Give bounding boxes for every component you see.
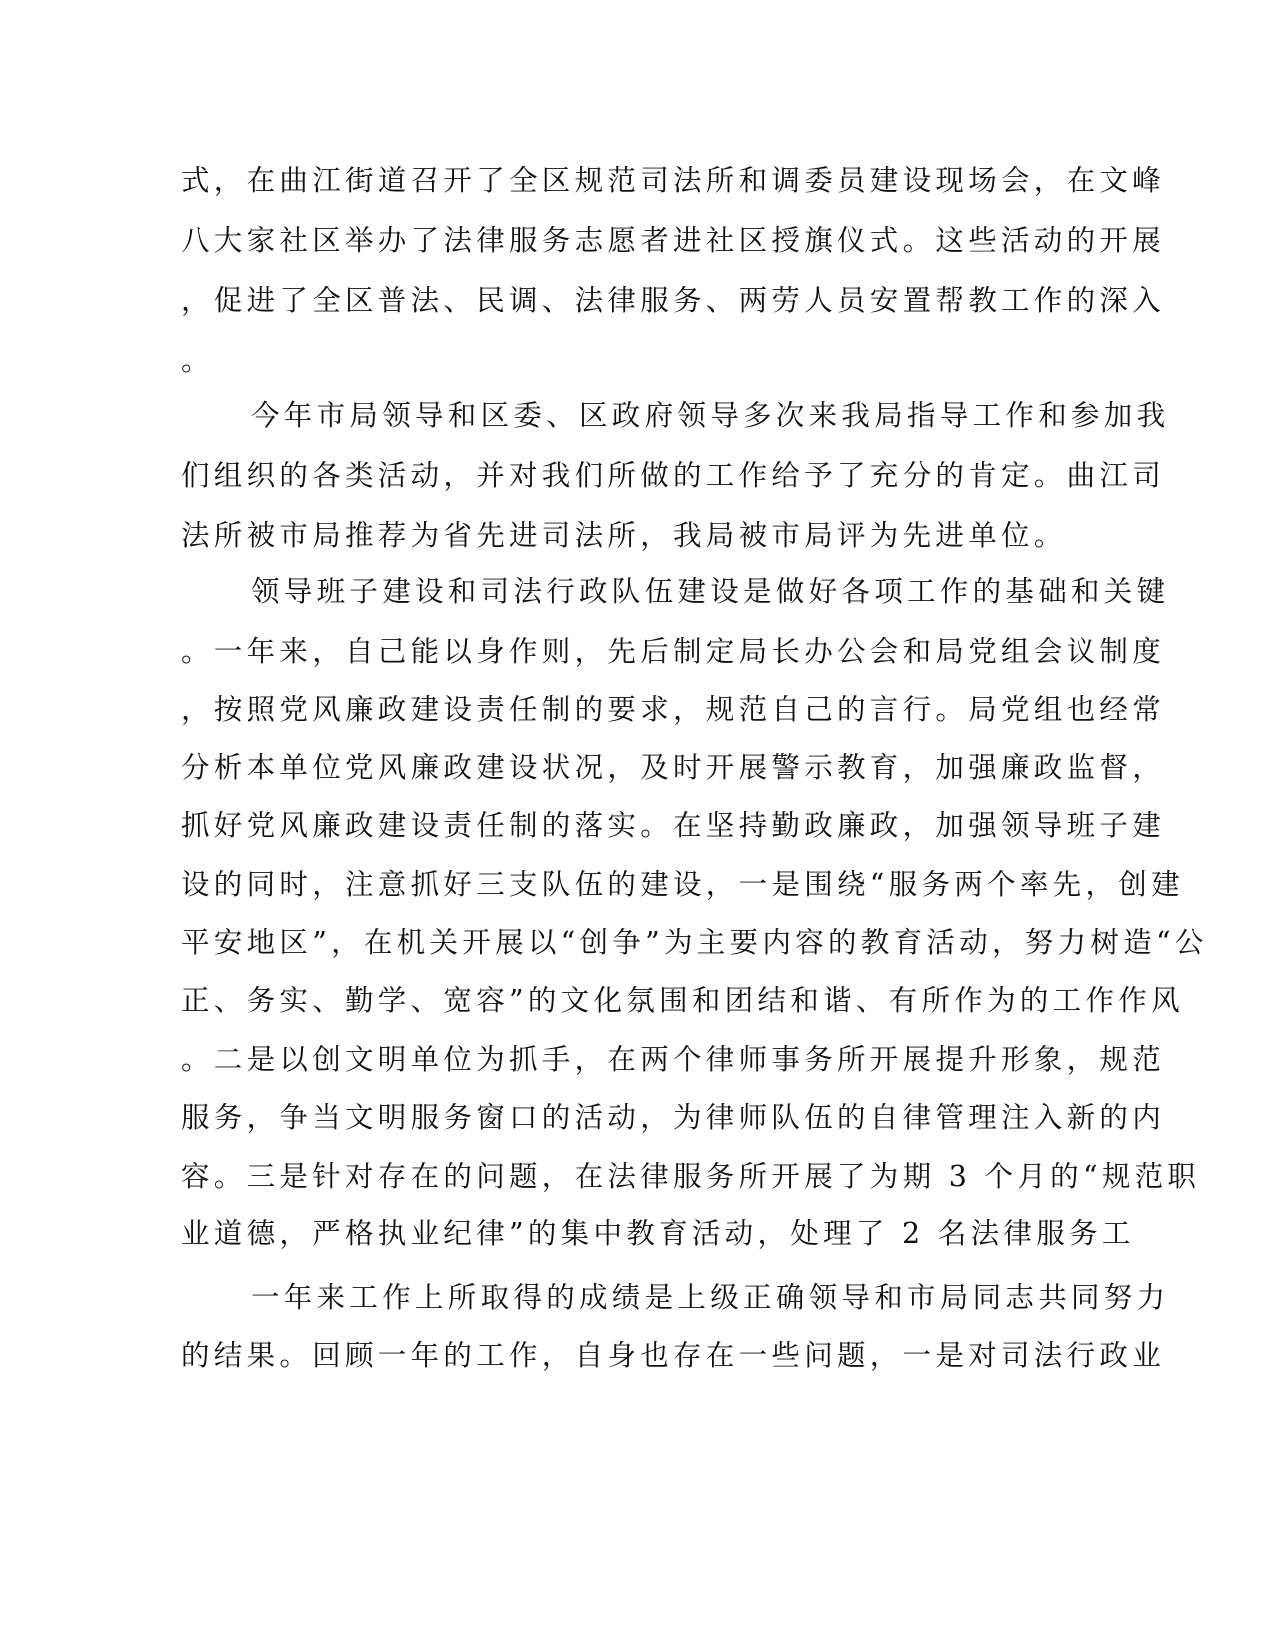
text-line: 。 bbox=[181, 344, 214, 377]
text-line: 式，在曲江街道召开了全区规范司法所和调委员建设现场会，在文峰 bbox=[181, 164, 1166, 197]
text-line: 们组织的各类活动，并对我们所做的工作给予了充分的肯定。曲江司 bbox=[181, 459, 1166, 492]
text-line: 服务，争当文明服务窗口的活动，为律师队伍的自律管理注入新的内 bbox=[181, 1101, 1166, 1134]
text-line: 分析本单位党风廉政建设状况，及时开展警示教育，加强廉政监督， bbox=[181, 751, 1166, 784]
paragraph-first-line: 领导班子建设和司法行政队伍建设是做好各项工作的基础和关键 bbox=[251, 575, 1170, 608]
paragraph-first-line: 一年来工作上所取得的成绩是上级正确领导和市局同志共同努力 bbox=[251, 1281, 1170, 1314]
text-line: 的结果。回顾一年的工作，自身也存在一些问题，一是对司法行政业 bbox=[181, 1339, 1166, 1372]
text-line: 法所被市局推荐为省先进司法所，我局被市局评为先进单位。 bbox=[181, 519, 1067, 552]
text-line: 。二是以创文明单位为抓手，在两个律师事务所开展提升形象，规范 bbox=[181, 1043, 1166, 1076]
text-line: ，促进了全区普法、民调、法律服务、两劳人员安置帮教工作的深入 bbox=[181, 284, 1166, 317]
text-line: 平安地区”，在机关开展以“创争”为主要内容的教育活动，努力树造“公 bbox=[181, 926, 1208, 959]
text-line: 抓好党风廉政建设责任制的落实。在坚持勤政廉政，加强领导班子建 bbox=[181, 809, 1166, 842]
paragraph-first-line: 今年市局领导和区委、区政府领导多次来我局指导工作和参加我 bbox=[251, 399, 1170, 432]
text-line: 正、务实、勤学、宽容”的文化氛围和团结和谐、有所作为的工作作风 bbox=[181, 984, 1184, 1017]
text-line: 。一年来，自己能以身作则，先后制定局长办公会和局党组会议制度 bbox=[181, 635, 1166, 668]
text-line: 八大家社区举办了法律服务志愿者进社区授旗仪式。这些活动的开展 bbox=[181, 224, 1166, 257]
text-line: 设的同时，注意抓好三支队伍的建设，一是围绕“服务两个率先，创建 bbox=[181, 868, 1184, 901]
text-line: ，按照党风廉政建设责任制的要求，规范自己的言行。局党组也经常 bbox=[181, 693, 1166, 726]
text-line: 容。三是针对存在的问题，在法律服务所开展了为期 3 个月的“规范职 bbox=[181, 1160, 1201, 1193]
text-line: 业道德，严格执业纪律”的集中教育活动，处理了 2 名法律服务工 bbox=[181, 1217, 1135, 1250]
